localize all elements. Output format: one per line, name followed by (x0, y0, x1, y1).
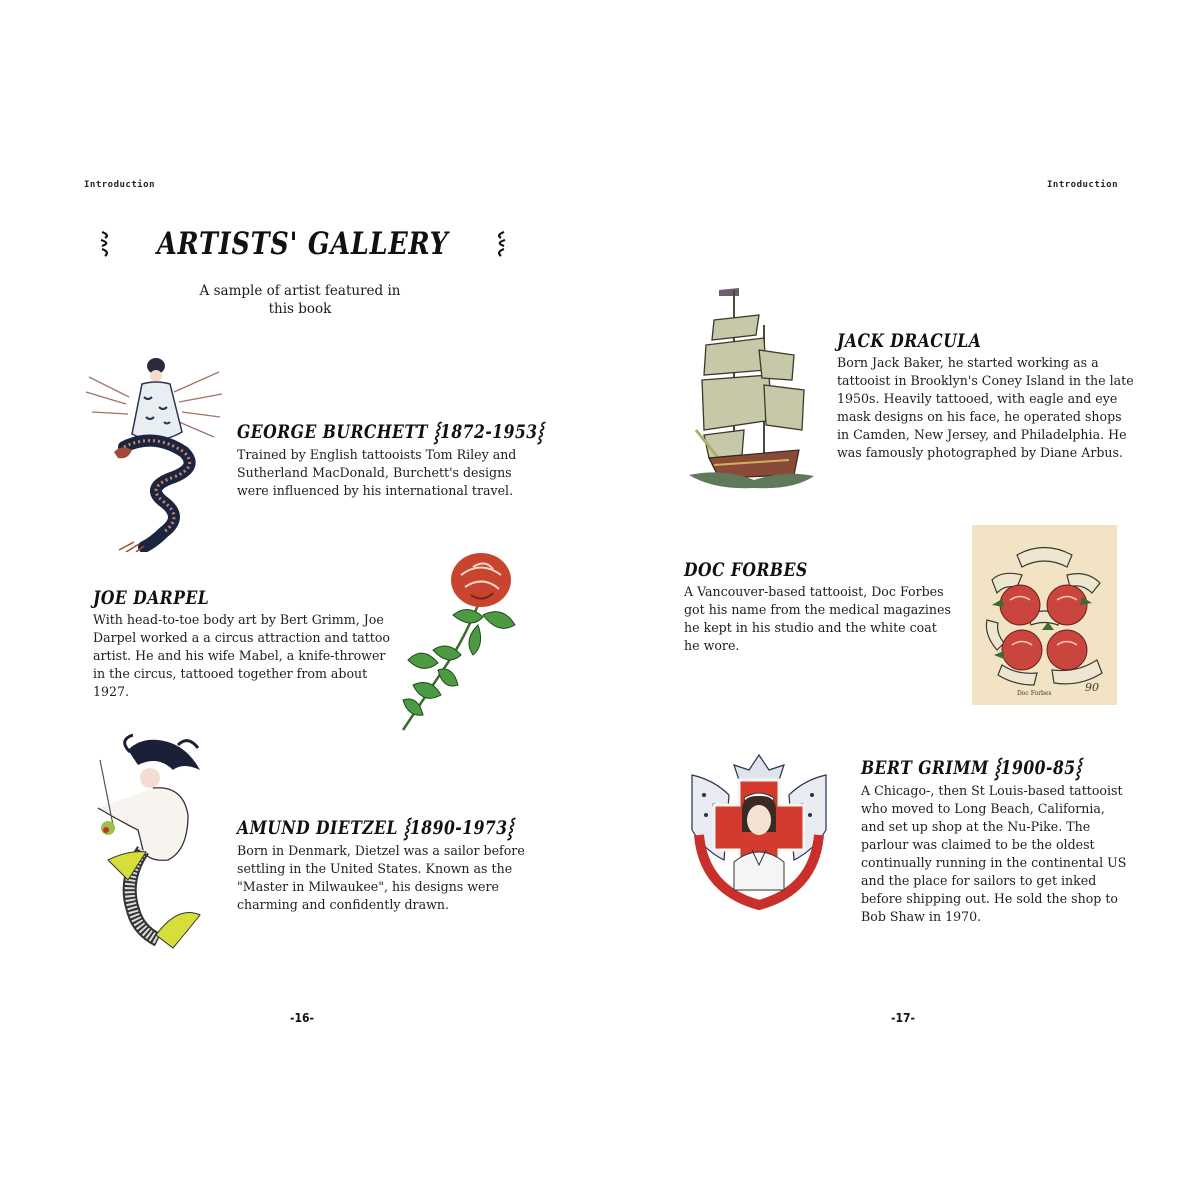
artist-dates: ⸾1900-85⸾ (994, 757, 1082, 779)
artist-entry-bert-grimm (861, 754, 1131, 926)
sailing-ship-illustration (684, 280, 819, 495)
artist-name: JACK DRACULA (837, 330, 982, 352)
running-head-right: Introduction (1047, 180, 1119, 190)
artist-dates: ⸾1890-1973⸾ (403, 817, 514, 839)
page-number-right: -17- (891, 1011, 915, 1025)
flash-number: 90 (1085, 681, 1099, 694)
gallery-title (148, 226, 458, 262)
flash-signature: Doc Forbes (1017, 690, 1052, 697)
artist-entry-joe-darpel (93, 587, 393, 701)
artist-bio: A Vancouver-based tattooist, Doc Forbes got his name from the medical magazines he kept in his studio and the white coat he wore. (684, 584, 951, 653)
artist-entry-jack-dracula (837, 330, 1137, 462)
artist-name: JOE DARPEL (93, 587, 210, 609)
red-rose-illustration (393, 545, 523, 735)
gallery-subtitle: A sample of artist featured in this book (199, 283, 401, 317)
red-cross-nurse-illustration (684, 750, 834, 910)
artist-bio: Trained by English tattooists Tom Riley and Sutherland MacDonald, Burchett's designs were influenced by his international travel. (237, 447, 517, 498)
artist-bio: A Chicago-, then St Louis-based tattooist who moved to Long Beach, California, and set up shop at the Nu-Pike. The parlour was claimed to be the oldest continually running in the continental US and the place for sailors to get inked before shipping out. He sold the shop to Bob Shaw in 1970. (861, 783, 1127, 924)
artist-bio: Born Jack Baker, he started working as a tattooist in Brooklyn's Coney Island in the late 1950s. Heavily tattooed, with eagle and eye mask designs on his face, he operated shops in Camden, New Jersey, and Philadelphia. He was famously photographed by Diane Arbus. (837, 355, 1134, 460)
artist-name: AMUND DIETZEL ⸾1890-1973⸾ (237, 817, 514, 839)
flourish-right-icon (493, 229, 507, 259)
page-title: ARTISTS' GALLERY (157, 226, 449, 262)
mermaid-illustration (88, 730, 213, 950)
geisha-dragon-illustration (84, 352, 224, 552)
artist-dates: ⸾1872-1953⸾ (433, 421, 544, 443)
flourish-left-icon (99, 229, 113, 259)
page-number-left: -16- (290, 1011, 314, 1025)
artist-entry-doc-forbes (684, 559, 954, 655)
artist-entry-george-burchett (237, 418, 544, 500)
artist-entry-amund-dietzel (237, 814, 527, 914)
in-loving-memory-flash-illustration (972, 525, 1117, 705)
artist-name: DOC FORBES (684, 559, 808, 581)
artist-bio: With head-to-toe body art by Bert Grimm, Joe Darpel worked a a circus attraction and tattoo artist. He and his wife Mabel, a knife-thrower in the circus, tattooed together from about 1927. (93, 612, 390, 699)
artist-name: BERT GRIMM ⸾1900-85⸾ (861, 757, 1082, 779)
running-head-left: Introduction (84, 180, 156, 190)
artist-bio: Born in Denmark, Dietzel was a sailor before settling in the United States. Known as the "Master in Milwaukee", his designs were charming and confidently drawn. (237, 843, 525, 912)
artist-name: GEORGE BURCHETT ⸾1872-1953⸾ (237, 421, 544, 443)
